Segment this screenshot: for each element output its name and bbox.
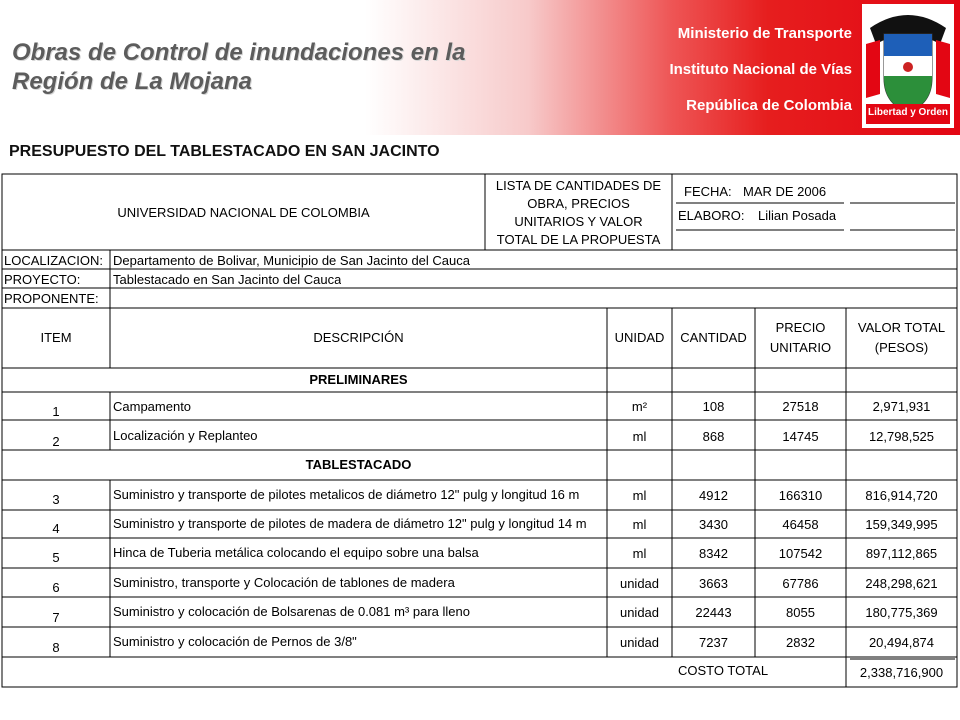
- row-total: 248,298,621: [865, 576, 938, 591]
- header-precio-line2: UNITARIO: [769, 340, 832, 355]
- row-unit: ml: [632, 488, 647, 503]
- localizacion-label: LOCALIZACION:: [4, 253, 103, 268]
- elaboro-label: ELABORO:: [678, 208, 745, 223]
- list-title-line: LISTA DE CANTIDADES DE: [495, 178, 662, 193]
- row-unit-price: 8055: [786, 605, 815, 620]
- proponente-label: PROPONENTE:: [4, 291, 99, 306]
- header-valor-line1: VALOR TOTAL: [857, 320, 946, 335]
- row-total: 20,494,874: [868, 635, 935, 650]
- row-unit-price: 67786: [782, 576, 819, 591]
- row-unit-price: 27518: [782, 399, 819, 414]
- row-quantity: 3430: [699, 517, 728, 532]
- row-unit: ml: [632, 517, 647, 532]
- budget-subtitle: PRESUPUESTO DEL TABLESTACADO EN SAN JACINTO: [9, 143, 440, 160]
- proyecto-label: PROYECTO:: [4, 272, 81, 287]
- row-description: Localización y Replanteo: [113, 428, 258, 443]
- row-total: 2,971,931: [872, 399, 931, 414]
- header-precio-line1: PRECIO: [775, 320, 826, 335]
- row-unit-price: 2832: [786, 635, 815, 650]
- seal-motto: Libertad y Orden: [867, 107, 948, 118]
- row-unit-price: 166310: [778, 488, 823, 503]
- header-valor-line2: (PESOS): [874, 340, 929, 355]
- row-item: 6: [52, 580, 60, 595]
- header-cantidad: CANTIDAD: [680, 330, 747, 345]
- row-quantity: 8342: [699, 546, 728, 561]
- row-quantity: 4912: [699, 488, 728, 503]
- elaboro-value: Lilian Posada: [758, 208, 837, 223]
- row-item: 8: [52, 640, 60, 655]
- row-total: 12,798,525: [868, 429, 935, 444]
- title-line-1: Obras de Control de inundaciones en la: [12, 39, 466, 66]
- row-item: 7: [52, 610, 60, 625]
- row-item: 3: [52, 492, 60, 507]
- row-total: 897,112,865: [865, 546, 938, 561]
- row-unit: ml: [632, 546, 647, 561]
- localizacion-value: Departamento de Bolivar, Municipio de San Jacinto del Cauca: [113, 253, 470, 268]
- list-title: [486, 177, 671, 249]
- university-name: UNIVERSIDAD NACIONAL DE COLOMBIA: [117, 205, 370, 220]
- row-quantity: 7237: [699, 635, 728, 650]
- row-quantity: 22443: [695, 605, 732, 620]
- proyecto-value: Tablestacado en San Jacinto del Cauca: [113, 272, 342, 287]
- row-total: 180,775,369: [865, 605, 938, 620]
- row-description: Suministro y colocación de Bolsarenas de 0.081 m³ para lleno: [113, 604, 470, 619]
- row-item: 4: [52, 521, 60, 536]
- fecha-label: FECHA:: [684, 184, 732, 199]
- row-quantity: 108: [702, 399, 725, 414]
- row-description: Hinca de Tuberia metálica colocando el equipo sobre una balsa: [113, 545, 479, 560]
- row-description: Suministro y transporte de pilotes de madera de diámetro 12" pulg y longitud 14 m: [113, 516, 587, 531]
- row-description: Campamento: [113, 399, 192, 414]
- row-item: 2: [52, 434, 60, 449]
- section-preliminares: PRELIMINARES: [309, 372, 408, 387]
- row-unit: ml: [632, 429, 647, 444]
- header-item: ITEM: [40, 330, 72, 345]
- row-quantity: 868: [702, 429, 725, 444]
- list-title-line: UNITARIOS Y VALOR: [514, 214, 643, 229]
- row-description: Suministro y transporte de pilotes metalicos de diámetro 12" pulg y longitud 16 m: [113, 487, 580, 502]
- title-line-2: Región de La Mojana: [12, 68, 253, 95]
- row-quantity: 3663: [699, 576, 728, 591]
- row-description: Suministro, transporte y Colocación de tablones de madera: [113, 575, 455, 590]
- header-unidad: UNIDAD: [614, 330, 665, 345]
- row-unit-price: 107542: [778, 546, 823, 561]
- row-unit: unidad: [619, 576, 660, 591]
- institute-line: Instituto Nacional de Vías: [669, 61, 852, 78]
- total-label: COSTO TOTAL: [678, 663, 769, 678]
- total-value: 2,338,716,900: [859, 665, 944, 680]
- row-description: Suministro y colocación de Pernos de 3/8": [113, 634, 357, 649]
- ministry-line: Ministerio de Transporte: [677, 25, 852, 42]
- row-item: 1: [52, 404, 60, 419]
- list-title-line: TOTAL DE LA PROPUESTA: [496, 232, 661, 247]
- fecha-value: MAR DE 2006: [743, 184, 827, 199]
- list-title-line: OBRA, PRECIOS: [527, 196, 630, 211]
- republic-line: República de Colombia: [686, 97, 852, 114]
- row-unit: unidad: [619, 635, 660, 650]
- row-unit-price: 14745: [782, 429, 819, 444]
- row-total: 816,914,720: [865, 488, 938, 503]
- header-descripcion: DESCRIPCIÓN: [313, 330, 404, 345]
- row-unit-price: 46458: [782, 517, 819, 532]
- row-unit: m²: [631, 399, 648, 414]
- row-unit: unidad: [619, 605, 660, 620]
- section-tablestacado: TABLESTACADO: [305, 457, 412, 472]
- row-total: 159,349,995: [865, 517, 938, 532]
- row-item: 5: [52, 550, 60, 565]
